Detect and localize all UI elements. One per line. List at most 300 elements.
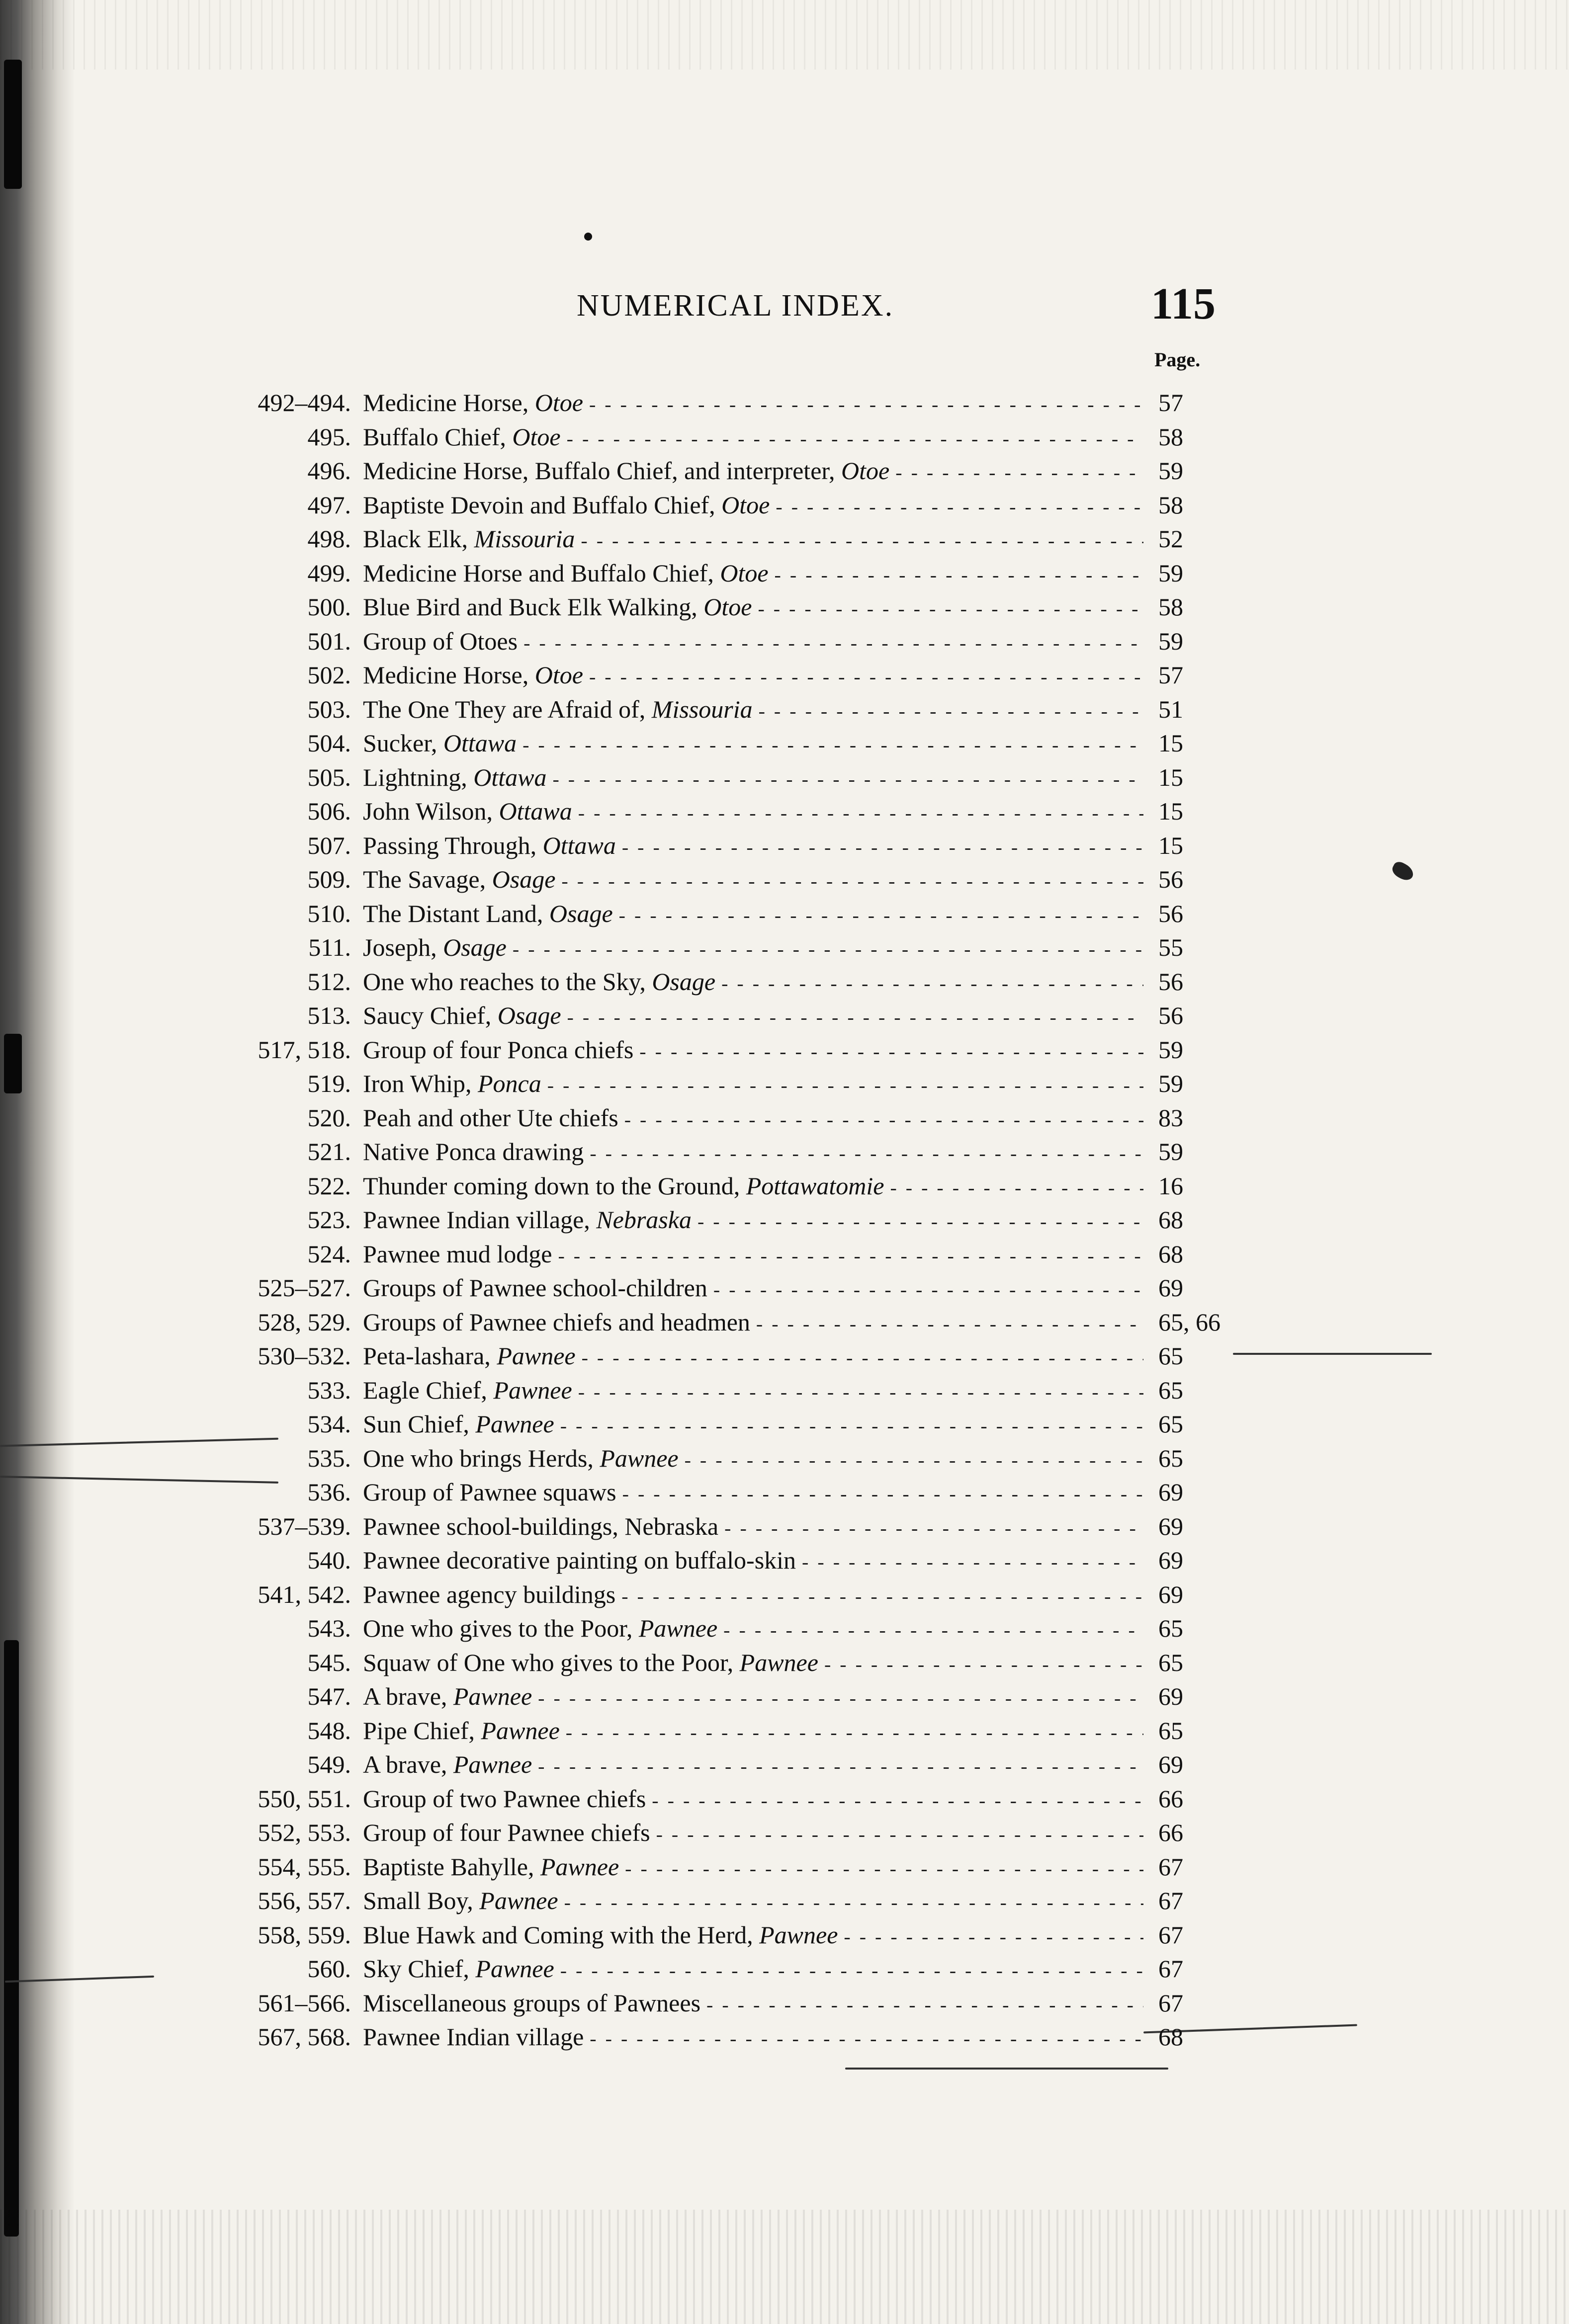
entry-tribe: Osage: [492, 865, 556, 893]
entry-page: 59: [1158, 1070, 1183, 1097]
dot-leader: [560, 1409, 1143, 1443]
entry-text: [363, 1918, 1143, 1954]
entry-text: [363, 1033, 1143, 1069]
entry-number: 498.: [307, 525, 351, 553]
entry-text: [363, 1067, 1143, 1103]
entry-title: Group of Pawnee squaws: [363, 1478, 616, 1506]
entry-page: 55: [1158, 933, 1183, 961]
entry-text: [363, 1986, 1143, 2022]
index-entry: [0, 998, 1569, 1033]
entry-page: 52: [1158, 525, 1183, 553]
index-entry: [0, 1271, 1569, 1305]
entry-number: 503.: [307, 695, 351, 723]
entry-number: 547.: [307, 1682, 351, 1710]
entry-tribe: Pawnee: [475, 1410, 554, 1438]
index-entry: [0, 658, 1569, 692]
index-entry: [0, 692, 1569, 727]
entry-title: John Wilson,: [363, 797, 499, 825]
dot-leader: [538, 1749, 1143, 1784]
entry-text: [363, 794, 1143, 830]
entry-title: Medicine Horse and Buffalo Chief,: [363, 559, 720, 587]
index-entry: [0, 1918, 1569, 1952]
entry-title: Native Ponca drawing: [363, 1138, 584, 1165]
entry-title: Pawnee decorative painting on buffalo-skin: [363, 1546, 796, 1574]
dot-leader: [723, 1613, 1143, 1648]
index-entry: [0, 488, 1569, 522]
entry-number: 552, 553.: [258, 1819, 351, 1846]
dot-leader: [639, 1035, 1143, 1069]
index-entry: [0, 1203, 1569, 1237]
entry-tribe: Osage: [652, 967, 716, 996]
entry-page: 65: [1158, 1444, 1183, 1472]
entry-page: 67: [1158, 1852, 1183, 1881]
index-entry: [0, 1067, 1569, 1101]
entry-text: [363, 556, 1143, 592]
pencil-stroke: [845, 2068, 1168, 2070]
entry-text: [363, 1646, 1143, 1682]
entry-title: Thunder coming down to the Ground,: [363, 1171, 746, 1200]
entry-text: [363, 1714, 1143, 1750]
index-entry: [0, 1714, 1569, 1748]
entry-text: [363, 522, 1143, 558]
index-entry: [0, 897, 1569, 931]
entry-page: 66: [1158, 1784, 1183, 1813]
entry-page: 65: [1158, 1376, 1183, 1404]
entry-title: Group of two Pawnee chiefs: [363, 1784, 646, 1813]
entry-page: 65: [1158, 1716, 1183, 1744]
entry-title: The Savage,: [363, 865, 492, 893]
entry-number: 522.: [307, 1171, 351, 1200]
entry-page: 67: [1158, 1887, 1183, 1914]
entry-title: Pawnee school-buildings, Nebraska: [363, 1512, 719, 1540]
entry-number: 550, 551.: [258, 1784, 351, 1813]
entry-title: The One They are Afraid of,: [363, 695, 652, 723]
index-entry: [0, 1679, 1569, 1714]
entry-title: Saucy Chief,: [363, 1001, 498, 1029]
entry-title: One who gives to the Poor,: [363, 1614, 639, 1642]
index-entry: [0, 760, 1569, 795]
entry-tribe: Ottawa: [443, 729, 517, 757]
entry-tribe: Pawnee: [739, 1648, 818, 1676]
entry-title: Group of Otoes: [363, 627, 518, 655]
entry-number: 533.: [307, 1376, 351, 1404]
dot-leader: [558, 1239, 1143, 1273]
entry-page: 57: [1158, 661, 1183, 689]
index-entry: [0, 1986, 1569, 2020]
entry-number: 517, 518.: [258, 1035, 351, 1064]
entry-title: Baptiste Bahylle,: [363, 1852, 540, 1881]
index-entry: [0, 965, 1569, 999]
entry-number: 537–539.: [258, 1512, 351, 1540]
entry-text: [363, 1850, 1143, 1886]
entry-page: 57: [1158, 389, 1183, 416]
entry-number: 510.: [307, 899, 351, 927]
entry-text: [363, 1782, 1143, 1818]
dot-leader: [581, 524, 1143, 558]
entry-title: The Distant Land,: [363, 899, 549, 927]
entry-text: [363, 1135, 1143, 1171]
entry-number: 512.: [307, 967, 351, 996]
entry-text: [363, 760, 1143, 797]
entry-title: Group of four Pawnee chiefs: [363, 1819, 650, 1846]
index-entry: [0, 386, 1569, 420]
entry-page: 67: [1158, 1920, 1183, 1949]
entry-tribe: Nebraska: [596, 1206, 692, 1234]
entry-page: 65, 66: [1158, 1308, 1220, 1336]
entry-number: 502.: [307, 661, 351, 689]
dot-leader: [724, 1511, 1143, 1546]
entry-number: 500.: [307, 593, 351, 621]
scan-noise-bottom: [0, 2210, 1569, 2324]
dot-leader: [706, 1988, 1143, 2022]
entry-text: [363, 454, 1143, 490]
entry-number: 497.: [307, 491, 351, 519]
binding-ink-streak: [4, 60, 22, 189]
entry-text: [363, 1407, 1143, 1443]
entry-title: Medicine Horse, Buffalo Chief, and interpreter,: [363, 457, 842, 485]
dot-leader: [560, 1954, 1143, 1988]
dot-leader: [578, 1375, 1143, 1410]
index-entry: [0, 794, 1569, 829]
entry-page: 69: [1158, 1580, 1183, 1608]
index-entry: [0, 624, 1569, 659]
dot-leader: [523, 626, 1143, 661]
entry-title: Iron Whip,: [363, 1070, 478, 1097]
entry-page: 15: [1158, 763, 1183, 791]
index-entry: [0, 1373, 1569, 1408]
entry-title: Groups of Pawnee chiefs and headmen: [363, 1308, 750, 1336]
index-entry: [0, 1646, 1569, 1680]
dot-leader: [759, 694, 1143, 729]
index-entry: [0, 1577, 1569, 1612]
entry-text: [363, 1373, 1143, 1410]
dot-leader: [561, 864, 1143, 899]
dot-leader: [721, 967, 1143, 1001]
entry-number: 561–566.: [258, 1989, 351, 2017]
entry-title: A brave,: [363, 1750, 453, 1778]
entry-number: 520.: [307, 1103, 351, 1132]
entry-number: 519.: [307, 1070, 351, 1097]
entry-tribe: Pawnee: [453, 1750, 532, 1778]
entry-page: 65: [1158, 1342, 1183, 1370]
entry-text: [363, 1543, 1143, 1579]
entry-text: [363, 829, 1143, 865]
entry-tribe: Otoe: [512, 422, 561, 451]
entry-page: 59: [1158, 1035, 1183, 1064]
entry-tribe: Missouria: [474, 525, 575, 553]
page-title: NUMERICAL INDEX.: [577, 289, 894, 323]
entry-text: [363, 1679, 1143, 1716]
entry-text: [363, 1203, 1143, 1239]
entry-page: 83: [1158, 1103, 1183, 1132]
entry-page: 65: [1158, 1648, 1183, 1676]
entry-page: 68: [1158, 2023, 1183, 2051]
entry-tribe: Osage: [497, 1001, 561, 1029]
entry-text: [363, 590, 1143, 626]
entry-number: 511.: [308, 933, 351, 961]
entry-page: 58: [1158, 491, 1183, 519]
dot-leader: [547, 1069, 1143, 1103]
index-entry: [0, 1475, 1569, 1509]
entry-title: Baptiste Devoin and Buffalo Chief,: [363, 491, 722, 519]
dot-leader: [619, 899, 1143, 933]
entry-text: [363, 1305, 1143, 1341]
entry-number: 536.: [307, 1478, 351, 1506]
entry-tribe: Ponca: [477, 1070, 541, 1097]
index-entry: [0, 2020, 1569, 2054]
entry-number: 506.: [307, 797, 351, 825]
dot-leader: [844, 1920, 1143, 1954]
entry-number: 495.: [307, 422, 351, 451]
entry-title: One who reaches to the Sky,: [363, 967, 652, 996]
entry-title: One who brings Herds,: [363, 1444, 600, 1472]
dot-leader: [621, 1579, 1143, 1614]
entry-number: 521.: [307, 1138, 351, 1165]
entry-text: [363, 1237, 1143, 1273]
entry-text: [363, 658, 1143, 694]
entry-number: 549.: [307, 1750, 351, 1778]
entry-page: 69: [1158, 1682, 1183, 1710]
index-entry: [0, 1850, 1569, 1884]
dot-leader: [622, 830, 1143, 865]
entry-page: 69: [1158, 1546, 1183, 1574]
entry-text: [363, 726, 1143, 762]
entry-title: Pawnee mud lodge: [363, 1240, 552, 1268]
entry-page: 59: [1158, 1138, 1183, 1165]
dot-leader: [567, 1000, 1143, 1035]
entry-page: 16: [1158, 1171, 1183, 1200]
entry-tribe: Ottawa: [499, 797, 572, 825]
index-entry: [0, 862, 1569, 897]
entry-number: 554, 555.: [258, 1852, 351, 1881]
dot-leader: [756, 1307, 1143, 1341]
running-head: [0, 278, 1569, 338]
dot-leader: [697, 1205, 1143, 1239]
entry-title: Blue Hawk and Coming with the Herd,: [363, 1920, 760, 1949]
index-entry: [0, 1611, 1569, 1646]
index-entry: [0, 1033, 1569, 1067]
entry-tribe: Pawnee: [479, 1887, 558, 1914]
entry-tribe: Otoe: [720, 559, 769, 587]
entry-number: 548.: [307, 1716, 351, 1744]
entry-text: [363, 998, 1143, 1035]
entry-page: 56: [1158, 1001, 1183, 1029]
entry-title: Peah and other Ute chiefs: [363, 1103, 618, 1132]
index-entry: [0, 1509, 1569, 1544]
entry-text: [363, 862, 1143, 899]
dot-leader: [824, 1648, 1143, 1682]
entry-number: 528, 529.: [258, 1308, 351, 1336]
entry-text: [363, 930, 1143, 967]
entry-title: Pawnee Indian village,: [363, 1206, 597, 1234]
entry-title: Medicine Horse,: [363, 661, 535, 689]
entry-number: 530–532.: [258, 1342, 351, 1370]
dot-leader: [578, 796, 1143, 830]
entry-page: 15: [1158, 797, 1183, 825]
entry-title: Pawnee agency buildings: [363, 1580, 616, 1608]
dot-leader: [758, 592, 1143, 626]
index-entry: [0, 1135, 1569, 1169]
entry-tribe: Ottawa: [473, 763, 547, 791]
entry-text: [363, 488, 1143, 524]
dot-leader: [890, 1171, 1143, 1205]
entry-tribe: Pawnee: [497, 1342, 576, 1370]
entry-tribe: Pawnee: [481, 1716, 560, 1744]
entry-title: Eagle Chief,: [363, 1376, 494, 1404]
index-entry: [0, 1101, 1569, 1135]
entry-title: Group of four Ponca chiefs: [363, 1035, 634, 1064]
entry-number: 525–527.: [258, 1274, 351, 1302]
dot-leader: [523, 728, 1143, 762]
entry-page: 59: [1158, 559, 1183, 587]
index-entry: [0, 726, 1569, 760]
entry-text: [363, 1952, 1143, 1988]
dot-leader: [564, 1886, 1143, 1920]
dot-leader: [713, 1273, 1143, 1307]
entry-text: [363, 1271, 1143, 1307]
entry-text: [363, 624, 1143, 661]
entry-number: 534.: [307, 1410, 351, 1438]
entry-tribe: Otoe: [534, 389, 583, 416]
index-entry: [0, 1816, 1569, 1850]
entry-title: Sky Chief,: [363, 1955, 476, 1983]
index-entry: [0, 1952, 1569, 1986]
entry-number: 558, 559.: [258, 1920, 351, 1949]
dot-leader: [566, 1716, 1143, 1750]
entry-title: Sucker,: [363, 729, 443, 757]
entry-number: 499.: [307, 559, 351, 587]
entry-tribe: Pawnee: [638, 1614, 718, 1642]
entry-tribe: Pottawatomie: [746, 1171, 884, 1200]
index-entry: [0, 522, 1569, 556]
entry-title: Small Boy,: [363, 1887, 480, 1914]
scan-noise-top: [0, 0, 1569, 70]
entry-title: Pipe Chief,: [363, 1716, 481, 1744]
index-entry: [0, 454, 1569, 488]
index-entries: [0, 386, 1569, 2054]
entry-tribe: Osage: [443, 933, 507, 961]
index-entry: [0, 1747, 1569, 1782]
entry-tribe: Pawnee: [759, 1920, 838, 1949]
entry-number: 507.: [307, 831, 351, 859]
entry-tribe: Pawnee: [475, 1955, 554, 1983]
index-entry: [0, 1407, 1569, 1441]
entry-number: 567, 568.: [258, 2023, 351, 2051]
dot-leader: [589, 388, 1143, 422]
dot-leader: [513, 932, 1143, 967]
entry-tribe: Otoe: [534, 661, 583, 689]
index-entry: [0, 829, 1569, 863]
dot-leader: [624, 1103, 1143, 1137]
entry-text: [363, 1747, 1143, 1784]
index-entry: [0, 1543, 1569, 1577]
entry-text: [363, 1475, 1143, 1511]
entry-number: 509.: [307, 865, 351, 893]
entry-page: 68: [1158, 1206, 1183, 1234]
entry-tribe: Otoe: [721, 491, 770, 519]
entry-page: 56: [1158, 967, 1183, 996]
entry-text: [363, 1816, 1143, 1852]
entry-tribe: Otoe: [841, 457, 890, 485]
dot-leader: [589, 660, 1143, 694]
entry-text: [363, 2020, 1143, 2056]
entry-title: Squaw of One who gives to the Poor,: [363, 1648, 740, 1676]
dot-leader: [590, 2022, 1143, 2056]
dot-leader: [622, 1477, 1143, 1511]
entry-title: Pawnee Indian village: [363, 2023, 584, 2051]
entry-text: [363, 1611, 1143, 1648]
entry-tribe: Pawnee: [600, 1444, 679, 1472]
entry-text: [363, 420, 1143, 456]
index-entry: [0, 1169, 1569, 1203]
dot-leader: [656, 1818, 1143, 1852]
entry-text: [363, 1884, 1143, 1920]
entry-title: Passing Through,: [363, 831, 543, 859]
entry-text: [363, 1441, 1143, 1478]
entry-page: 15: [1158, 831, 1183, 859]
index-entry: [0, 1237, 1569, 1271]
entry-page: 66: [1158, 1819, 1183, 1846]
entry-page: 15: [1158, 729, 1183, 757]
dot-leader: [895, 456, 1143, 490]
entry-title: Groups of Pawnee school-children: [363, 1274, 707, 1302]
entry-page: 51: [1158, 695, 1183, 723]
entry-number: 523.: [307, 1206, 351, 1234]
entry-title: Joseph,: [363, 933, 443, 961]
entry-page: 59: [1158, 457, 1183, 485]
ink-dot: [584, 233, 592, 241]
entry-text: [363, 386, 1143, 422]
index-entry: [0, 556, 1569, 590]
dot-leader: [552, 762, 1143, 797]
index-entry: [0, 930, 1569, 965]
entry-page: 58: [1158, 593, 1183, 621]
page-column-heading: Page.: [1154, 348, 1201, 371]
entry-tribe: Pawnee: [453, 1682, 532, 1710]
entry-tribe: Osage: [549, 899, 613, 927]
dot-leader: [802, 1545, 1143, 1579]
dot-leader: [775, 558, 1143, 592]
entry-number: 496.: [307, 457, 351, 485]
entry-text: [363, 692, 1143, 729]
entry-number: 545.: [307, 1648, 351, 1676]
entry-number: 492–494.: [258, 389, 351, 416]
entry-number: 524.: [307, 1240, 351, 1268]
entry-page: 69: [1158, 1750, 1183, 1778]
entry-number: 541, 542.: [258, 1580, 351, 1608]
index-entry: [0, 1441, 1569, 1476]
entry-text: [363, 1101, 1143, 1137]
dot-leader: [776, 490, 1143, 524]
entry-title: Buffalo Chief,: [363, 422, 513, 451]
entry-text: [363, 1577, 1143, 1614]
entry-title: Sun Chief,: [363, 1410, 476, 1438]
entry-page: 69: [1158, 1274, 1183, 1302]
index-entry: [0, 1305, 1569, 1339]
dot-leader: [652, 1784, 1143, 1818]
index-entry: [0, 1782, 1569, 1816]
page-number: 115: [1151, 279, 1216, 329]
entry-page: 65: [1158, 1410, 1183, 1438]
entry-page: 56: [1158, 865, 1183, 893]
entry-number: 501.: [307, 627, 351, 655]
index-entry: [0, 1339, 1569, 1373]
dot-leader: [567, 422, 1143, 456]
index-entry: [0, 420, 1569, 454]
entry-page: 67: [1158, 1955, 1183, 1983]
entry-page: 59: [1158, 627, 1183, 655]
entry-page: 67: [1158, 1989, 1183, 2017]
